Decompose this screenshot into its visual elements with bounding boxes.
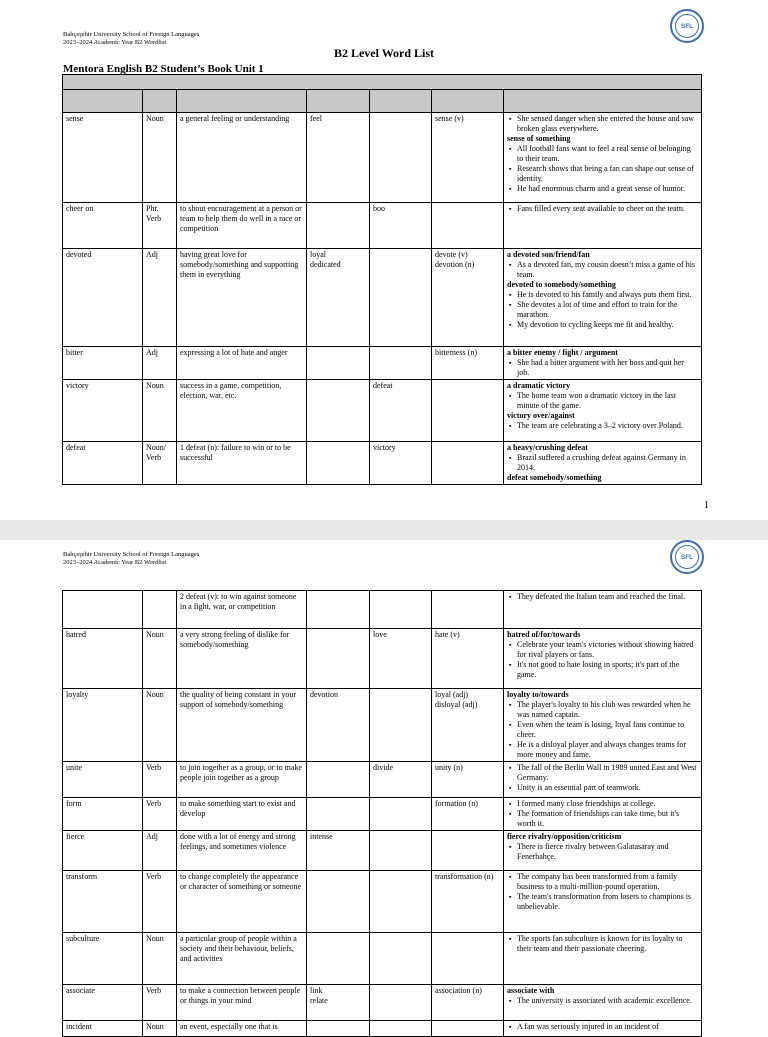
collocations-cell xyxy=(504,249,702,347)
form-cell-text: Noun xyxy=(146,630,164,639)
other-forms-cell-text: loyal (adj) xyxy=(435,690,469,699)
word-cell-text: victory xyxy=(66,381,89,390)
form-cell xyxy=(143,629,177,689)
column-header xyxy=(504,90,702,113)
sentence-list xyxy=(507,996,698,1006)
collocation-title: loyalty to/towards xyxy=(507,690,569,699)
form-cell-text: Noun xyxy=(146,381,164,390)
collocations-cell xyxy=(504,871,702,933)
header-school: Bahçeşehir University School of Foreign Languages xyxy=(63,551,200,558)
sample-sentence: ▪ There is fierce rivalry between Galatasaray and Fenerbahçe. xyxy=(517,842,698,862)
sentence-list xyxy=(507,290,698,330)
collocations-cell xyxy=(504,689,702,762)
antonym-cell xyxy=(370,933,432,985)
antonym-cell xyxy=(370,113,432,203)
sample-sentence: ▪ Brazil suffered a crushing defeat against Germany in 2014. xyxy=(517,453,698,473)
word-cell-text: bitter xyxy=(66,348,83,357)
column-header xyxy=(177,90,307,113)
meaning-cell xyxy=(177,985,307,1021)
synonym-cell xyxy=(307,831,370,871)
antonym-cell xyxy=(370,689,432,762)
sample-sentence: ▪ The formation of friendships can take time, but it's worth it. xyxy=(517,809,698,829)
table-row xyxy=(63,203,702,249)
collocations-cell xyxy=(504,985,702,1021)
table-row xyxy=(63,347,702,380)
sfl-logo xyxy=(670,9,704,43)
meaning-cell xyxy=(177,203,307,249)
sentence-list xyxy=(507,391,698,411)
synonym-cell-text: relate xyxy=(310,996,328,1005)
form-cell-text: Adj xyxy=(146,832,158,841)
meaning-cell-text: to join together as a group, or to make people join together as a group xyxy=(180,763,302,782)
sentence-list xyxy=(507,934,698,954)
synonym-cell xyxy=(307,203,370,249)
meaning-cell-text: the quality of being constant in your support of somebody/something xyxy=(180,690,296,709)
word-cell-text: associate xyxy=(66,986,95,995)
meaning-cell-text: 2 defeat (v): to win against someone in a fight, war, or competition xyxy=(180,592,297,611)
form-cell xyxy=(143,689,177,762)
word-cell-text: transform xyxy=(66,872,98,881)
word-cell xyxy=(63,798,143,831)
sample-sentence: ▪ All football fans want to feel a real sense of belonging to their team. xyxy=(517,144,698,164)
word-cell-text: defeat xyxy=(66,443,86,452)
sample-sentence: ▪ Even when the team is losing, loyal fans continue to cheer. xyxy=(517,720,698,740)
antonym-cell xyxy=(370,831,432,871)
meaning-cell-text: to make a connection between people or things in your mind xyxy=(180,986,301,1005)
collocation-title: defeat somebody/something xyxy=(507,473,602,482)
collocations-cell xyxy=(504,203,702,249)
table-row xyxy=(63,831,702,871)
collocations-cell xyxy=(504,442,702,485)
word-cell xyxy=(63,933,143,985)
synonym-cell xyxy=(307,591,370,629)
word-table-page-1 xyxy=(62,74,702,485)
sample-sentence: ▪ The team are celebrating a 3–2 victory over Poland. xyxy=(517,421,698,431)
meaning-cell xyxy=(177,629,307,689)
meaning-cell xyxy=(177,380,307,442)
other-forms-cell xyxy=(432,871,504,933)
meaning-cell-text: success in a game, competition, election, war, etc. xyxy=(180,381,282,400)
collocation-title: devoted to somebody/something xyxy=(507,280,616,289)
sentence-list xyxy=(507,421,698,431)
synonym-cell xyxy=(307,798,370,831)
meaning-cell-text: a very strong feeling of dislike for somebody/something xyxy=(180,630,290,649)
form-cell xyxy=(143,347,177,380)
antonym-cell-text: boo xyxy=(373,204,385,213)
synonym-cell xyxy=(307,113,370,203)
collocations-cell xyxy=(504,798,702,831)
synonym-cell xyxy=(307,380,370,442)
column-header xyxy=(432,90,504,113)
table-row xyxy=(63,442,702,485)
sentence-list xyxy=(507,640,698,680)
word-cell xyxy=(63,347,143,380)
collocation-title: fierce rivalry/opposition/criticism xyxy=(507,832,622,841)
form-cell xyxy=(143,113,177,203)
other-forms-cell xyxy=(432,203,504,249)
sentence-list xyxy=(507,842,698,862)
form-cell xyxy=(143,798,177,831)
antonym-cell xyxy=(370,871,432,933)
antonym-cell xyxy=(370,762,432,798)
form-cell xyxy=(143,591,177,629)
collocations-cell xyxy=(504,933,702,985)
meaning-cell-text: a general feeling or understanding xyxy=(180,114,290,123)
antonym-cell-text: divide xyxy=(373,763,393,772)
sentence-list xyxy=(507,700,698,760)
form-cell-text: Verb xyxy=(146,986,162,995)
meaning-cell-text: an event, especially one that is xyxy=(180,1022,278,1031)
sample-sentence: ▪ I formed many close friendships at college. xyxy=(517,799,698,809)
word-cell-text: hatred xyxy=(66,630,86,639)
meaning-cell xyxy=(177,591,307,629)
collocations-cell xyxy=(504,1021,702,1037)
other-forms-cell xyxy=(432,689,504,762)
sample-sentence: ▪ It's not good to hate losing in sports; it's part of the game. xyxy=(517,660,698,680)
sentence-list xyxy=(507,144,698,194)
sample-sentence: ▪ She devotes a lot of time and effort to train for the marathon. xyxy=(517,300,698,320)
sample-sentence: ▪ She sensed danger when she entered the house and saw broken glass everywhere. xyxy=(517,114,698,134)
document-title: B2 Level Word List xyxy=(333,46,435,60)
antonym-cell xyxy=(370,380,432,442)
meaning-cell xyxy=(177,871,307,933)
other-forms-cell xyxy=(432,442,504,485)
form-cell-text: Phr. Verb xyxy=(146,204,162,223)
synonym-cell-text: intense xyxy=(310,832,333,841)
other-forms-cell-text: disloyal (adj) xyxy=(435,700,478,709)
form-cell-text: Noun xyxy=(146,690,164,699)
collocations-cell xyxy=(504,831,702,871)
collocation-title: associate with xyxy=(507,986,555,995)
table-row xyxy=(63,762,702,798)
meaning-cell xyxy=(177,798,307,831)
synonym-cell xyxy=(307,347,370,380)
other-forms-cell xyxy=(432,985,504,1021)
sfl-logo-text: SFL xyxy=(675,545,699,569)
collocations-cell xyxy=(504,380,702,442)
antonym-cell xyxy=(370,985,432,1021)
other-forms-cell xyxy=(432,831,504,871)
header-year: 2023–2024 Academic Year B2 Wordlist xyxy=(63,559,167,566)
meaning-cell-text: 1 defeat (n): failure to win or to be successful xyxy=(180,443,291,462)
sample-sentence: ▪ Unity is an essential part of teamwork. xyxy=(517,783,698,793)
meaning-cell-text: expressing a lot of hate and anger xyxy=(180,348,288,357)
other-forms-cell xyxy=(432,113,504,203)
table-row xyxy=(63,1021,702,1037)
antonym-cell xyxy=(370,798,432,831)
form-cell-text: Noun/ Verb xyxy=(146,443,166,462)
sample-sentence: ▪ Fans filled every seat available to cheer on the team. xyxy=(517,204,698,214)
collocations-cell xyxy=(504,591,702,629)
form-cell xyxy=(143,249,177,347)
sample-sentence: ▪ They defeated the Italian team and reached the final. xyxy=(517,592,698,602)
antonym-cell-text: defeat xyxy=(373,381,393,390)
table-row xyxy=(63,798,702,831)
meaning-cell xyxy=(177,933,307,985)
table-row xyxy=(63,629,702,689)
synonym-cell xyxy=(307,249,370,347)
meaning-cell xyxy=(177,689,307,762)
column-header xyxy=(307,90,370,113)
meaning-cell xyxy=(177,347,307,380)
synonym-cell-text: loyal xyxy=(310,250,326,259)
form-cell-text: Verb xyxy=(146,763,162,772)
sample-sentence: ▪ She had a bitter argument with her boss and quit her job. xyxy=(517,358,698,378)
form-cell-text: Noun xyxy=(146,934,164,943)
other-forms-cell-text: devote (v) xyxy=(435,250,468,259)
sample-sentence: ▪ Research shows that being a fan can shape our sense of identity. xyxy=(517,164,698,184)
antonym-cell xyxy=(370,249,432,347)
sample-sentence: ▪ The fall of the Berlin Wall in 1989 united East and West Germany. xyxy=(517,763,698,783)
word-cell-text: devoted xyxy=(66,250,92,259)
sentence-list xyxy=(507,453,698,473)
word-cell xyxy=(63,629,143,689)
form-cell xyxy=(143,762,177,798)
antonym-cell xyxy=(370,591,432,629)
sample-sentence: ▪ The home team won a dramatic victory in the last minute of the game. xyxy=(517,391,698,411)
sample-sentence: ▪ The team's transformation from losers to champions is unbelievable. xyxy=(517,892,698,912)
form-cell xyxy=(143,871,177,933)
other-forms-cell-text: unity (n) xyxy=(435,763,463,772)
sentence-list xyxy=(507,763,698,793)
other-forms-cell xyxy=(432,798,504,831)
synonym-cell-text: dedicated xyxy=(310,260,341,269)
table-row xyxy=(63,871,702,933)
sentence-list xyxy=(507,204,698,214)
word-cell-text: unite xyxy=(66,763,82,772)
antonym-cell xyxy=(370,442,432,485)
other-forms-cell xyxy=(432,762,504,798)
synonym-cell xyxy=(307,1021,370,1037)
word-cell xyxy=(63,591,143,629)
sample-sentence: ▪ The sports fan subculture is known for its loyalty to their team and their passionate cheering. xyxy=(517,934,698,954)
synonym-cell xyxy=(307,442,370,485)
meaning-cell xyxy=(177,113,307,203)
header-year: 2023–2024 Academic Year B2 Wordlist xyxy=(63,39,167,46)
synonym-cell xyxy=(307,933,370,985)
synonym-cell xyxy=(307,871,370,933)
meaning-cell xyxy=(177,1021,307,1037)
table-body xyxy=(63,591,702,1037)
sample-sentence: ▪ The university is associated with academic excellence. xyxy=(517,996,698,1006)
other-forms-cell-text: bitterness (n) xyxy=(435,348,477,357)
form-cell xyxy=(143,442,177,485)
word-cell xyxy=(63,1021,143,1037)
form-cell xyxy=(143,933,177,985)
form-cell-text: Noun xyxy=(146,114,164,123)
unit-heading xyxy=(63,75,702,90)
meaning-cell xyxy=(177,831,307,871)
form-cell xyxy=(143,985,177,1021)
sentence-list xyxy=(507,358,698,378)
page-number: 1 xyxy=(704,500,709,511)
antonym-cell xyxy=(370,203,432,249)
collocations-cell xyxy=(504,762,702,798)
word-cell-text: subculture xyxy=(66,934,100,943)
form-cell-text: Noun xyxy=(146,1022,164,1031)
collocation-title: hatred of/for/towards xyxy=(507,630,581,639)
collocations-cell xyxy=(504,629,702,689)
synonym-cell-text: link xyxy=(310,986,323,995)
sample-sentence: ▪ He is devoted to his family and always puts them first. xyxy=(517,290,698,300)
word-cell xyxy=(63,762,143,798)
sample-sentence: ▪ Celebrate your team's victories without showing hatred for rival players or fans. xyxy=(517,640,698,660)
word-cell xyxy=(63,249,143,347)
table-row xyxy=(63,113,702,203)
word-cell xyxy=(63,442,143,485)
synonym-cell xyxy=(307,689,370,762)
form-cell-text: Verb xyxy=(146,799,162,808)
meaning-cell-text: to shout encouragement at a person or team to help them do well in a race or competition xyxy=(180,204,302,233)
sentence-list xyxy=(507,260,698,280)
sentence-list xyxy=(507,872,698,912)
column-header xyxy=(63,90,143,113)
word-cell xyxy=(63,113,143,203)
page-header xyxy=(63,551,199,567)
antonym-cell-text: victory xyxy=(373,443,396,452)
synonym-cell xyxy=(307,629,370,689)
form-cell xyxy=(143,203,177,249)
sfl-logo xyxy=(670,540,704,574)
collocation-title: a heavy/crushing defeat xyxy=(507,443,588,452)
table-row xyxy=(63,933,702,985)
other-forms-cell xyxy=(432,629,504,689)
word-cell-text: cheer on xyxy=(66,204,94,213)
other-forms-cell-text: hate (v) xyxy=(435,630,460,639)
form-cell-text: Adj xyxy=(146,250,158,259)
other-forms-cell xyxy=(432,933,504,985)
meaning-cell-text: done with a lot of energy and strong feelings, and sometimes violence xyxy=(180,832,296,851)
sample-sentence: ▪ A fan was seriously injured in an incident of xyxy=(517,1022,698,1032)
word-cell xyxy=(63,871,143,933)
column-header xyxy=(143,90,177,113)
collocation-title: a devoted son/friend/fan xyxy=(507,250,590,259)
word-cell-text: form xyxy=(66,799,82,808)
antonym-cell-text: love xyxy=(373,630,387,639)
sfl-logo-text: SFL xyxy=(675,14,699,38)
other-forms-cell-text: sense (v) xyxy=(435,114,464,123)
word-cell xyxy=(63,689,143,762)
form-cell-text: Adj xyxy=(146,348,158,357)
book-subtitle: Mentora English B2 Student’s Book Unit 1 xyxy=(63,63,264,75)
other-forms-cell-text: transformation (n) xyxy=(435,872,494,881)
meaning-cell xyxy=(177,762,307,798)
meaning-cell-text: to change completely the appearance or character of something or someone xyxy=(180,872,302,891)
word-cell xyxy=(63,380,143,442)
column-header xyxy=(370,90,432,113)
synonym-cell xyxy=(307,985,370,1021)
table-row xyxy=(63,689,702,762)
sample-sentence: ▪ The player's loyalty to his club was rewarded when he was named captain. xyxy=(517,700,698,720)
word-cell-text: fierce xyxy=(66,832,85,841)
other-forms-cell xyxy=(432,380,504,442)
page-header xyxy=(63,31,199,47)
sample-sentence: ▪ He is a disloyal player and always changes teams for more money and fame. xyxy=(517,740,698,760)
meaning-cell-text: to make something start to exist and develop xyxy=(180,799,296,818)
antonym-cell xyxy=(370,1021,432,1037)
collocations-cell xyxy=(504,347,702,380)
other-forms-cell-text: devotion (n) xyxy=(435,260,475,269)
table-body xyxy=(63,113,702,485)
form-cell xyxy=(143,1021,177,1037)
collocation-title: a bitter enemy / fight / argument xyxy=(507,348,618,357)
word-cell xyxy=(63,985,143,1021)
other-forms-cell xyxy=(432,1021,504,1037)
form-cell-text: Verb xyxy=(146,872,162,881)
sample-sentence: ▪ My devotion to cycling keeps me fit and healthy. xyxy=(517,320,698,330)
form-cell xyxy=(143,831,177,871)
sample-sentence: ▪ He had enormous charm and a great sense of humor. xyxy=(517,184,698,194)
other-forms-cell xyxy=(432,249,504,347)
collocations-cell xyxy=(504,113,702,203)
table-row xyxy=(63,591,702,629)
other-forms-cell-text: association (n) xyxy=(435,986,482,995)
antonym-cell xyxy=(370,629,432,689)
word-cell-text: loyalty xyxy=(66,690,89,699)
table-row xyxy=(63,985,702,1021)
meaning-cell xyxy=(177,442,307,485)
collocation-title: victory over/against xyxy=(507,411,575,420)
meaning-cell xyxy=(177,249,307,347)
synonym-cell-text: feel xyxy=(310,114,322,123)
antonym-cell xyxy=(370,347,432,380)
word-cell xyxy=(63,203,143,249)
sentence-list xyxy=(507,592,698,602)
word-cell xyxy=(63,831,143,871)
meaning-cell-text: a particular group of people within a society and their behaviour, beliefs, and activities xyxy=(180,934,297,963)
word-cell-text: incident xyxy=(66,1022,92,1031)
word-table-page-2 xyxy=(62,590,702,1037)
word-cell-text: sense xyxy=(66,114,84,123)
other-forms-cell xyxy=(432,347,504,380)
sample-sentence: ▪ The company has been transformed from a family business to a multi-million-pound operation. xyxy=(517,872,698,892)
collocation-title: sense of something xyxy=(507,134,571,143)
table-row xyxy=(63,380,702,442)
sentence-list xyxy=(507,114,698,134)
table-row xyxy=(63,249,702,347)
header-school: Bahçeşehir University School of Foreign Languages xyxy=(63,31,200,38)
meaning-cell-text: having great love for somebody/something and supporting them in everything xyxy=(180,250,299,279)
sentence-list xyxy=(507,799,698,829)
other-forms-cell-text: formation (n) xyxy=(435,799,478,808)
synonym-cell xyxy=(307,762,370,798)
form-cell xyxy=(143,380,177,442)
collocation-title: a dramatic victory xyxy=(507,381,571,390)
sample-sentence: ▪ As a devoted fan, my cousin doesn’t miss a game of his team. xyxy=(517,260,698,280)
synonym-cell-text: devotion xyxy=(310,690,338,699)
other-forms-cell xyxy=(432,591,504,629)
